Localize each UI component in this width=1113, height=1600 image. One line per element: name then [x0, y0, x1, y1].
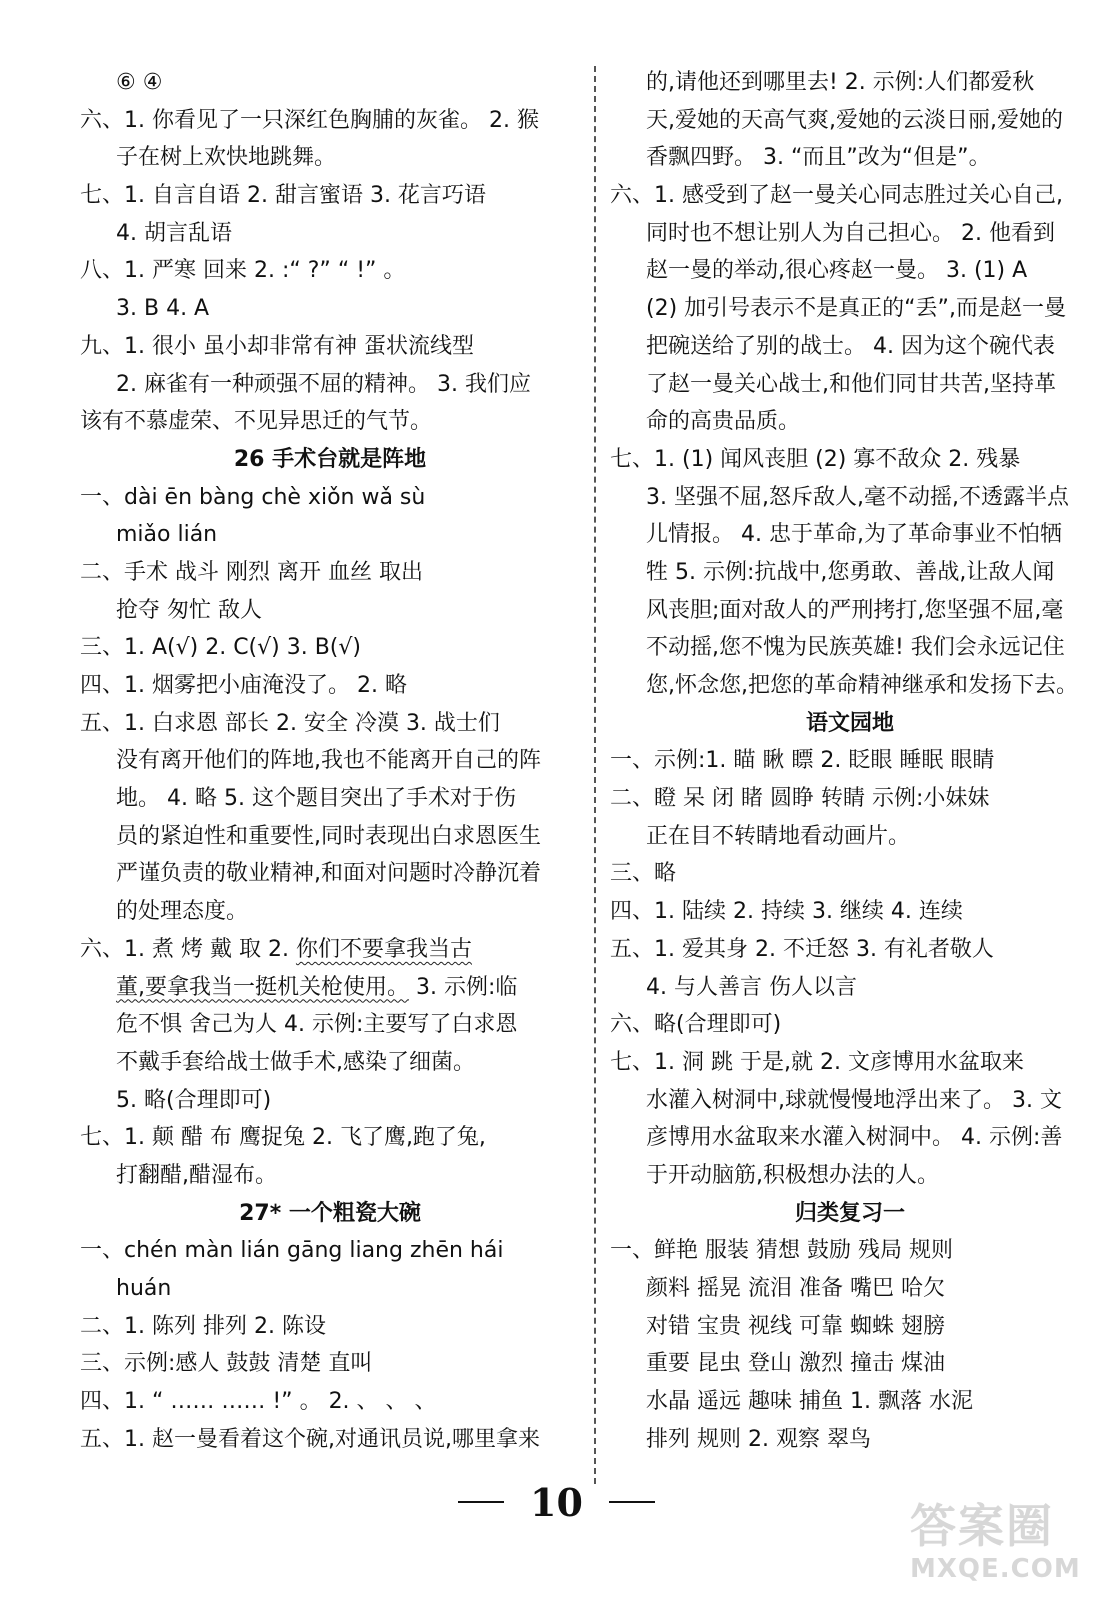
page-number: 10 [530, 1479, 583, 1525]
answer-text: 3. 示例:临 [409, 974, 518, 1000]
answer-line: 您,怀念您,把您的革命精神继承和发扬下去。 [646, 673, 1078, 698]
answer-line: 把碗送给了别的战士。 4. 因为这个碗代表 [646, 333, 1055, 359]
watermark-logo [910, 1500, 1100, 1592]
answer-line [80, 969, 580, 1007]
answer-line: 一、鲜艳 服装 猜想 鼓励 残局 规则 [610, 1238, 953, 1264]
answer-line: 水灌入树洞中,球就慢慢地浮出来了。 3. 文 [646, 1087, 1062, 1113]
answer-line: 的处理态度。 [116, 899, 249, 925]
answer-line: 二、瞪 呆 闭 睹 圆睁 转睛 示例:小妹妹 [610, 786, 990, 812]
watermark-site-text: MXQE.COM [910, 1554, 1081, 1584]
answer-line: 一、chén màn lián gāng liang zhēn hái [80, 1238, 504, 1264]
answer-line: 3. 坚强不屈,怒斥敌人,毫不动摇,不透露半点 [646, 484, 1069, 510]
answer-line: 七、1. 洞 跳 于是,就 2. 文彦博用水盆取来 [610, 1049, 1024, 1075]
answer-line: 了赵一曼关心战士,和他们同甘共苦,坚持革 [646, 371, 1056, 397]
answer-line: 五、1. 爱其身 2. 不迁怒 3. 有礼者敬人 [610, 936, 994, 962]
answer-line: 同时也不想让别人为自己担心。 2. 他看到 [646, 220, 1055, 246]
answer-line: 3. B 4. A [116, 296, 210, 322]
answer-line: 员的紧迫性和重要性,同时表现出白求恩医生 [116, 823, 541, 849]
answer-line: 五、1. 赵一曼看着这个碗,对通讯员说,哪里拿来 [80, 1426, 540, 1452]
answer-line: 子在树上欢快地跳舞。 [116, 145, 337, 171]
answer-line: 地。 4. 略 5. 这个题目突出了手术对于伤 [116, 786, 516, 812]
answer-line: 五、1. 白求恩 部长 2. 安全 冷漠 3. 战士们 [80, 710, 500, 736]
answer-line: 命的高贵品质。 [646, 409, 801, 435]
answer-line: 儿情报。 4. 忠于革命,为了革命事业不怕牺 [646, 522, 1062, 548]
answer-line: 九、1. 很小 虽小却非常有神 蛋状流线型 [80, 333, 474, 359]
answer-line: 4. 与人善言 伤人以言 [646, 974, 857, 1000]
answer-line: 三、略 [610, 861, 677, 887]
answer-line: 二、1. 陈列 排列 2. 陈设 [80, 1313, 326, 1339]
answer-line: 5. 略(合理即可) [116, 1087, 272, 1113]
answer-line: 天,爱她的天高气爽,爱她的云淡日丽,爱她的 [646, 107, 1063, 133]
answer-line: 彦博用水盆取来水灌入树洞中。 4. 示例:善 [646, 1125, 1063, 1151]
answer-line: 不戴手套给战士做手术,感染了细菌。 [116, 1049, 475, 1075]
wavy-underlined-sentence: 董,要拿我当一挺机关枪使用。 [116, 974, 409, 1000]
answer-line: 四、1. 烟雾把小庙淹没了。 2. 略 [80, 673, 407, 698]
answer-line: 六、1. 感受到了赵一曼关心同志胜过关心自己, [610, 183, 1063, 209]
answer-line: 重要 昆虫 登山 激烈 撞击 煤油 [646, 1351, 945, 1377]
answer-line: 三、示例:感人 鼓鼓 清楚 直叫 [80, 1351, 373, 1377]
answer-line: 于开动脑筋,积极想办法的人。 [646, 1162, 939, 1188]
answer-line: 不动摇,您不愧为民族英雄! 我们会永远记住 [646, 635, 1065, 661]
answer-line: 六、略(合理即可) [610, 1012, 782, 1038]
answer-line: 4. 胡言乱语 [116, 220, 232, 246]
answer-line: 打翻醋,醋湿布。 [116, 1162, 277, 1188]
answer-line: 风丧胆;面对敌人的严刑拷打,您坚强不屈,毫 [646, 597, 1064, 623]
section-title: 语文园地 [805, 710, 894, 736]
section-title: 26 手术台就是阵地 [233, 446, 427, 472]
left-column [80, 64, 580, 1458]
section-title: 归类复习一 [794, 1200, 905, 1226]
answer-line: 没有离开他们的阵地,我也不能离开自己的阵 [116, 748, 541, 774]
right-column [610, 64, 1090, 1458]
answer-line: 二、手术 战斗 刚烈 离开 血丝 取出 [80, 559, 423, 585]
footer-dash-left [458, 1501, 504, 1503]
answer-line: 正在目不转睛地看动画片。 [646, 823, 911, 849]
watermark-logo-text: 答案圈 [910, 1499, 1054, 1553]
answer-line: 对错 宝贵 视线 可靠 蜘蛛 翅膀 [646, 1313, 945, 1339]
answer-line: 的,请他还到哪里去! 2. 示例:人们都爱秋 [646, 70, 1035, 95]
answer-line: 七、1. 颠 醋 布 鹰捉兔 2. 飞了鹰,跑了兔, [80, 1125, 486, 1151]
answer-text: 六、1. 煮 烤 戴 取 2. [80, 936, 296, 962]
answer-line: (2) 加引号表示不是真正的“丢”,而是赵一曼 [646, 296, 1066, 322]
answer-line: 排列 规则 2. 观察 翠鸟 [646, 1426, 871, 1452]
answer-line: 一、dài ēn bàng chè xiǒn wǎ sù [80, 484, 426, 510]
answer-line: 四、1. “ …… …… !” 。 2. 、 、 、 [80, 1389, 437, 1415]
section-title: 27* 一个粗瓷大碗 [239, 1200, 421, 1226]
footer-dash-right [609, 1501, 655, 1503]
answer-line: 三、1. A(√) 2. C(√) 3. B(√) [80, 635, 361, 661]
answer-line: 香飘四野。 3. “而且”改为“但是”。 [646, 145, 991, 171]
answer-line: 六、1. 你看见了一只深红色胸脯的灰雀。 2. 猴 [80, 107, 539, 133]
answer-line: 牲 5. 示例:抗战中,您勇敢、善战,让敌人闻 [646, 559, 1055, 585]
answer-line: 危不惧 舍己为人 4. 示例:主要写了白求恩 [116, 1012, 518, 1038]
answer-line: ⑥ ④ [116, 70, 163, 95]
column-divider [594, 66, 596, 1484]
answer-line: 四、1. 陆续 2. 持续 3. 继续 4. 连续 [610, 899, 963, 925]
answer-line [80, 931, 580, 969]
wavy-underlined-sentence: 你们不要拿我当古 [295, 936, 472, 962]
answer-line: 水晶 遥远 趣味 捕鱼 1. 飘落 水泥 [646, 1389, 973, 1415]
answer-line: 该有不慕虚荣、不见异思迁的气节。 [80, 409, 433, 435]
answer-line: 七、1. (1) 闻风丧胆 (2) 寡不敌众 2. 残暴 [610, 446, 1021, 472]
answer-line: 2. 麻雀有一种顽强不屈的精神。 3. 我们应 [116, 371, 531, 397]
answer-line: 八、1. 严寒 回来 2. :“ ?” “ !” 。 [80, 258, 406, 284]
answer-line: miǎo lián [116, 522, 218, 548]
answer-line: 颜料 摇晃 流泪 准备 嘴巴 哈欠 [646, 1276, 945, 1301]
answer-line: 一、示例:1. 瞄 瞅 瞟 2. 眨眼 睡眠 眼睛 [610, 748, 995, 774]
answer-line: 严谨负责的敬业精神,和面对问题时冷静沉着 [116, 861, 541, 887]
answer-line: huán [116, 1276, 172, 1301]
answer-line: 抢夺 匆忙 敌人 [116, 597, 262, 623]
answer-line: 赵一曼的举动,很心疼赵一曼。 3. (1) A [646, 258, 1028, 284]
answer-line: 七、1. 自言自语 2. 甜言蜜语 3. 花言巧语 [80, 183, 486, 209]
